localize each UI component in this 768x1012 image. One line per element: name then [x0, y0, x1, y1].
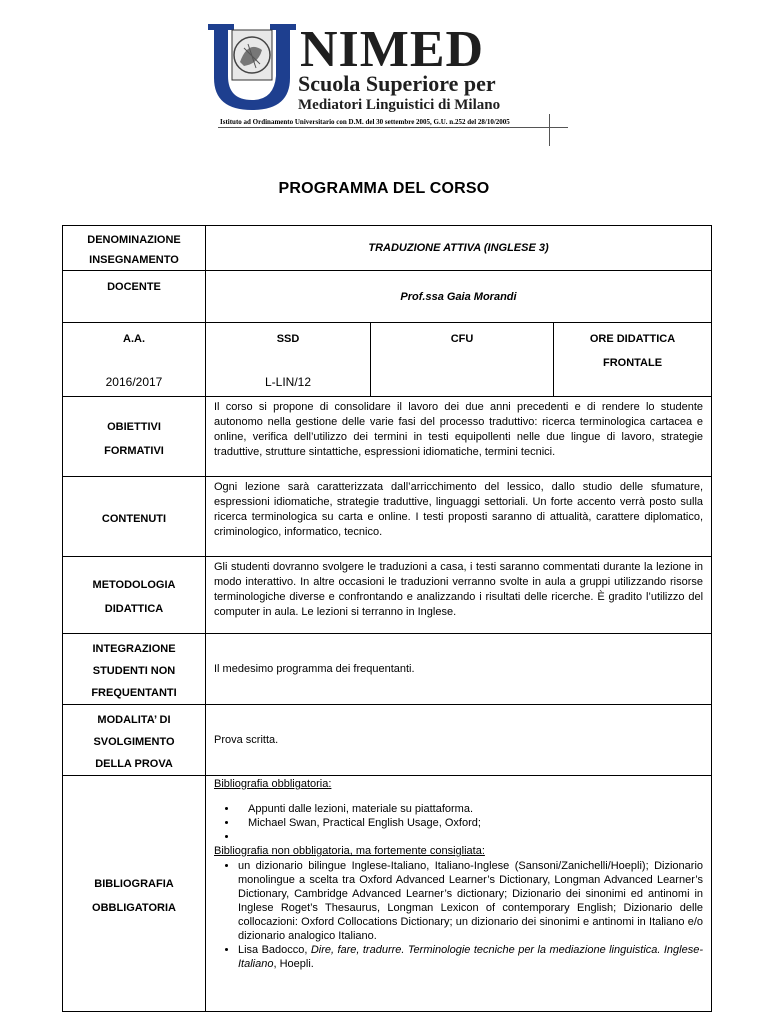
- teacher-name: Prof.ssa Gaia Morandi: [206, 271, 712, 323]
- list-item: • Appunti dalle lezioni, materiale su piattaforma.: [238, 802, 703, 816]
- label-bibliografia: [63, 776, 206, 1012]
- logo-name: NIMED: [300, 21, 485, 78]
- value-aa: 2016/2017: [105, 375, 163, 389]
- label-text: OBIETTIVI: [107, 420, 161, 433]
- label-obiettivi: [63, 397, 206, 477]
- list-item: • un dizionario bilingue Inglese-Italiano, Italiano-Inglese (Sansoni/Zanichelli/Hoepli); Dizionario monolingue a scelta tra Oxford Advanced Learner’s Dictionary, Longman Advanced Learner’s Dictionary, Cambridge Advanced Learner’s dictionary; Dizionario dei sinonimi ed antinomi in Inglese Roget’s Thesaurus, Longman Lexicon of contemporary English; Dizionario delle collocazioni: Oxford Collocations Dictionary; un dizionario dei sinonimi e antinomi in Italiano e/o dizionario analogico Italiano.: [238, 859, 703, 943]
- label-docente: DOCENTE: [63, 271, 206, 323]
- label-text: DENOMINAZIONE: [87, 234, 181, 246]
- page-title: PROGRAMMA DEL CORSO: [278, 180, 490, 197]
- list-item: [238, 830, 703, 844]
- label-text: DELLA PROVA: [95, 758, 173, 770]
- label-text: BIBLIOGRAFIA: [94, 877, 174, 890]
- label-text: FREQUENTANTI: [91, 687, 177, 699]
- logo-line2: Mediatori Linguistici di Milano: [298, 97, 501, 113]
- bib-publisher: , Hoepli.: [273, 958, 314, 970]
- label-cfu: CFU: [450, 333, 474, 345]
- row-contenuti: [63, 477, 712, 557]
- course-table: [62, 225, 712, 1012]
- row-aa-ssd: [63, 323, 712, 397]
- bib-author: Lisa Badocco,: [238, 944, 311, 956]
- course-name: TRADUZIONE ATTIVA (INGLESE 3): [206, 226, 712, 271]
- list-item: • Michael Swan, Practical English Usage, Oxford;: [238, 816, 703, 830]
- contenuti-text: Ogni lezione sarà caratterizzata dall’arricchimento del lessico, dallo studio delle sfumature, espressioni idiomatiche, strategie traduttive, linguaggi settoriali. Un forte accento verrà posto sulla ricerca terminologica su carta e online. I testi proposti saranno di attualità, carattere diplomatico, criminologico, informatico, tecnico.: [206, 477, 712, 557]
- row-integrazione: [63, 634, 712, 705]
- label-ssd: SSD: [276, 333, 300, 345]
- cell-aa: [63, 323, 206, 397]
- logo-divider: [218, 127, 568, 128]
- metodologia-text: Gli studenti dovranno svolgere le traduzioni a casa, i testi saranno commentati durante la lezione in modo interattivo. In altre occasioni le traduzioni verranno svolte in aula a gruppi utilizzando risorse terminologiche diverse e confrontando e analizzando i risultati delle ricerche. È gradito l’utilizzo del computer in aula. Le lezioni si terranno in Inglese.: [206, 557, 712, 634]
- row-docente: [63, 271, 712, 323]
- label-text: SVOLGIMENTO: [93, 736, 175, 748]
- bib-consigliata-heading: Bibliografia non obbligatoria, ma fortemente consigliata:: [214, 845, 485, 857]
- integrazione-text: Il medesimo programma dei frequentanti.: [206, 634, 712, 705]
- logo-line3: Istituto ad Ordinamento Universitario con D.M. del 30 settembre 2005, G.U. n.252 del 28/10/2005: [220, 118, 510, 126]
- bib-title: Dire, fare, tradurre. Terminologie tecniche per la mediazione linguistica. Inglese-Italiano: [238, 944, 704, 970]
- label-integrazione: [63, 634, 206, 705]
- cell-cfu: [371, 323, 554, 397]
- bibliografia-text: [206, 776, 712, 1012]
- label-ore-1: ORE DIDATTICA: [589, 333, 676, 345]
- label-aa: A.A.: [123, 333, 145, 345]
- row-metodologia: [63, 557, 712, 634]
- label-text: STUDENTI NON: [92, 665, 176, 677]
- bib-consigliata-list: [214, 859, 703, 971]
- label-text: DIDATTICA: [104, 603, 164, 615]
- label-text: FORMATIVI: [104, 444, 164, 457]
- label-text: INTEGRAZIONE: [92, 643, 176, 655]
- label-text: OBBLIGATORIA: [92, 901, 176, 914]
- bib-obbligatoria-heading: Bibliografia obbligatoria:: [214, 778, 332, 790]
- unimed-logo: [200, 14, 570, 148]
- label-ore-2: FRONTALE: [602, 357, 663, 369]
- modalita-text: Prova scritta.: [206, 705, 712, 776]
- label-text: MODALITA’ DI: [97, 714, 171, 726]
- list-item: [238, 943, 703, 971]
- label-text: INSEGNAMENTO: [89, 254, 179, 266]
- logo-line1: Scuola Superiore per: [298, 71, 496, 96]
- cell-ore: [554, 323, 712, 397]
- label-modalita: [63, 705, 206, 776]
- row-bibliografia: [63, 776, 712, 1012]
- cell-ssd: [206, 323, 371, 397]
- row-modalita: [63, 705, 712, 776]
- logo-vertical-divider: [549, 114, 550, 146]
- label-contenuti: CONTENUTI: [63, 477, 206, 557]
- label-metodologia: [63, 557, 206, 634]
- bib-obbligatoria-list: [214, 802, 703, 844]
- label-denominazione: [63, 226, 206, 271]
- label-text: METODOLOGIA: [92, 579, 176, 591]
- value-ssd: L-LIN/12: [264, 375, 312, 389]
- obiettivi-text: Il corso si propone di consolidare il lavoro dei due anni precedenti e di rendere lo studente autonomo nella gestione delle varie fasi del processo traduttivo: ricerca terminologica cartacea e online, verifica dell’utilizzo dei termini in testi equipollenti nelle due lingue di lavoro, strategie traduttive, strutture sintattiche, espressioni idiomatiche, termini tecnici.: [206, 397, 712, 477]
- row-denominazione: [63, 226, 712, 271]
- unimed-u-emblem: [204, 20, 300, 112]
- row-obiettivi: [63, 397, 712, 477]
